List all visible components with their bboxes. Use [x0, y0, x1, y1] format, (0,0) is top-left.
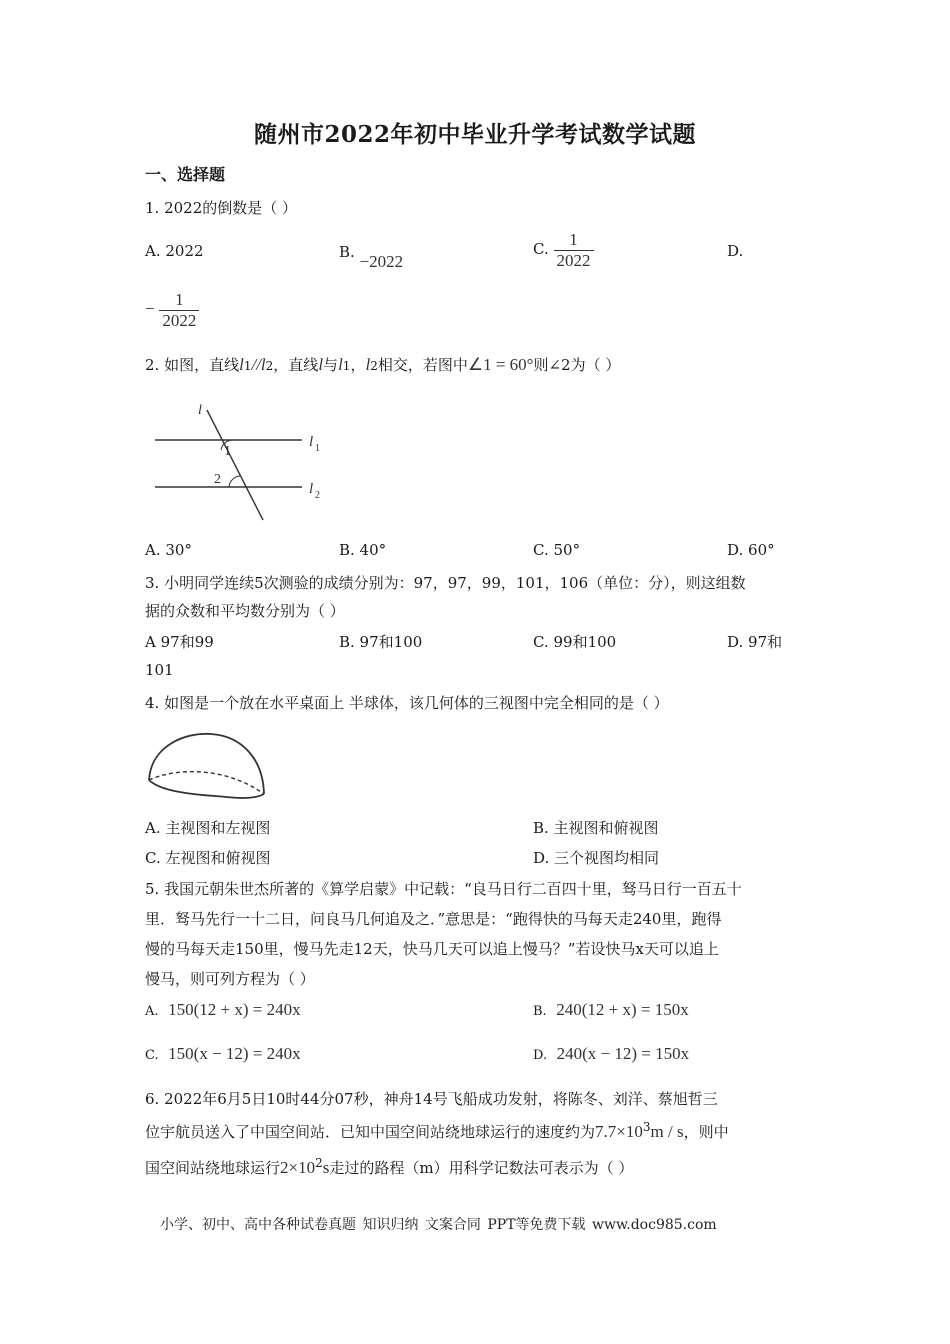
question-2-stem	[145, 354, 620, 375]
hemisphere-base-back	[149, 772, 264, 794]
option-label: B.	[533, 1004, 547, 1019]
q2-option-c: C. 50°	[533, 541, 581, 559]
line-l: l	[318, 355, 324, 374]
subscript: 1	[342, 359, 351, 373]
stem-text: 则∠2为（ ）	[533, 356, 621, 374]
q1-option-b	[339, 242, 404, 271]
subscript: 2	[265, 359, 274, 373]
stem-text: 与	[323, 356, 339, 374]
stem-text: 相交，若图中	[377, 356, 468, 374]
q1-option-c	[533, 230, 594, 270]
q2-option-b: B. 40°	[339, 541, 387, 559]
q5-option-c	[145, 1044, 301, 1064]
option-label: D.	[533, 1048, 548, 1063]
equation: 240(12 + x) = 150x	[556, 1000, 689, 1019]
stem-text: ，	[350, 356, 366, 374]
label-l: l	[198, 403, 202, 418]
option-value: 2022	[165, 242, 204, 260]
section-heading: 一、选择题	[145, 165, 226, 184]
equation: 150(x − 12) = 240x	[168, 1044, 301, 1063]
parallel-lines-figure	[145, 398, 345, 526]
denominator: 2022	[159, 310, 199, 331]
q1-option-d-label: D.	[727, 242, 744, 260]
equation: 240(x − 12) = 150x	[556, 1044, 690, 1063]
hemisphere-figure	[145, 728, 269, 804]
question-5-line-4: 慢马，则可列方程为（ ）	[145, 970, 315, 988]
fraction	[159, 290, 199, 330]
angle-value: ∠1 = 60°	[467, 355, 534, 374]
q3-option-d-continued: 101	[145, 661, 174, 679]
label-l1-subscript: 1	[315, 443, 320, 454]
time-unit: s	[322, 1158, 330, 1177]
label-l1: l	[309, 434, 314, 450]
time-exponent: 2	[315, 1156, 323, 1170]
speed-value: 7.7×10	[595, 1122, 643, 1141]
question-6-line-2	[145, 1120, 729, 1142]
question-1-stem: 1. 2022的倒数是（ ）	[145, 199, 298, 217]
question-6-line-1: 6. 2022年6月5日10时44分07秒，神舟14号飞船成功发射，将陈冬、刘洋、蔡旭哲三	[145, 1090, 718, 1108]
hemisphere-dome	[149, 734, 264, 794]
question-3-line-2: 据的众数和平均数分别为（ ）	[145, 602, 345, 620]
q1-option-a	[145, 242, 204, 260]
q2-option-a: A. 30°	[145, 541, 192, 559]
q3-option-c: C. 99和100	[533, 633, 617, 651]
stem-text: ，则中	[683, 1123, 729, 1141]
option-label: A.	[145, 242, 161, 260]
speed-exponent: 3	[642, 1120, 651, 1134]
label-l2: l	[309, 481, 314, 497]
line-l1: l	[338, 355, 343, 374]
parallel-symbol: //	[251, 355, 261, 374]
question-4-stem: 4. 如图是一个放在水平桌面上 半球体，该几何体的三视图中完全相同的是（ ）	[145, 694, 669, 712]
label-l2-subscript: 2	[315, 490, 320, 501]
stem-text: 国空间站绕地球运行	[145, 1159, 281, 1177]
option-label: B.	[339, 243, 355, 261]
equation: 150(12 + x) = 240x	[168, 1000, 301, 1019]
denominator: 2022	[554, 250, 594, 271]
numerator: 1	[569, 230, 578, 249]
q3-option-d: D. 97和	[727, 633, 783, 651]
question-5-line-2: 里．驽马先行一十二日，问良马几何追及之．”意思是：“跑得快的马每天走240里，跑得	[145, 910, 722, 928]
q3-option-b: B. 97和100	[339, 633, 423, 651]
question-6-line-3	[145, 1156, 633, 1178]
time-value: 2×10	[280, 1158, 316, 1177]
transversal-line	[207, 410, 263, 520]
option-label: C.	[533, 240, 549, 259]
line-l1: l	[239, 355, 244, 374]
q4-option-d: D. 三个视图均相同	[533, 849, 660, 867]
q5-option-b	[533, 1000, 689, 1020]
option-label: C.	[145, 1048, 159, 1063]
q3-option-a: A 97和99	[145, 633, 214, 651]
label-angle-1: 1	[224, 444, 231, 459]
option-value: −2022	[359, 252, 404, 271]
minus-sign: −	[145, 299, 155, 319]
stem-text: 走过的路程（m）用科学记数法可表示为（ ）	[329, 1159, 634, 1177]
line-l2: l	[365, 355, 371, 374]
q5-option-a	[145, 1000, 301, 1020]
subscript: 1	[243, 359, 252, 373]
speed-unit: m / s	[650, 1122, 684, 1141]
stem-text: 2. 如图，直线	[145, 356, 240, 374]
q4-option-c: C. 左视图和俯视图	[145, 849, 271, 867]
option-label: A.	[145, 1004, 159, 1019]
stem-text: 位宇航员送入了中国空间站．已知中国空间站绕地球运行的速度约为	[145, 1123, 596, 1141]
question-3-line-1: 3. 小明同学连续5次测验的成绩分别为：97，97，99，101，106（单位：分），则这组数	[145, 574, 746, 592]
question-5-line-3: 慢的马每天走150里，慢马先走12天，快马几天可以追上慢马？”若设快马x天可以追上	[145, 940, 719, 958]
q5-option-d	[533, 1044, 689, 1064]
numerator: 1	[175, 290, 184, 309]
footer-text: 小学、初中、高中各种试卷真题 知识归纳 文案合同 PPT等免费下载 www.doc985.com	[160, 1217, 717, 1233]
question-5-line-1: 5. 我国元朝朱世杰所著的《算学启蒙》中记载：“良马日行二百四十里，驽马日行一百五十	[145, 880, 742, 898]
q4-option-a: A. 主视图和左视图	[145, 819, 271, 837]
q1-option-d-value	[145, 290, 199, 330]
page-title: 随州市2022年初中毕业升学考试数学试题	[253, 121, 696, 148]
line-l2: l	[260, 355, 266, 374]
stem-text: ，直线	[273, 356, 319, 374]
subscript: 2	[370, 359, 378, 373]
q4-option-b: B. 主视图和俯视图	[533, 819, 659, 837]
q2-option-d: D. 60°	[727, 541, 775, 559]
hemisphere-base-front	[149, 780, 264, 798]
angle-2-arc	[229, 476, 240, 487]
fraction	[554, 230, 594, 270]
label-angle-2: 2	[214, 472, 221, 487]
